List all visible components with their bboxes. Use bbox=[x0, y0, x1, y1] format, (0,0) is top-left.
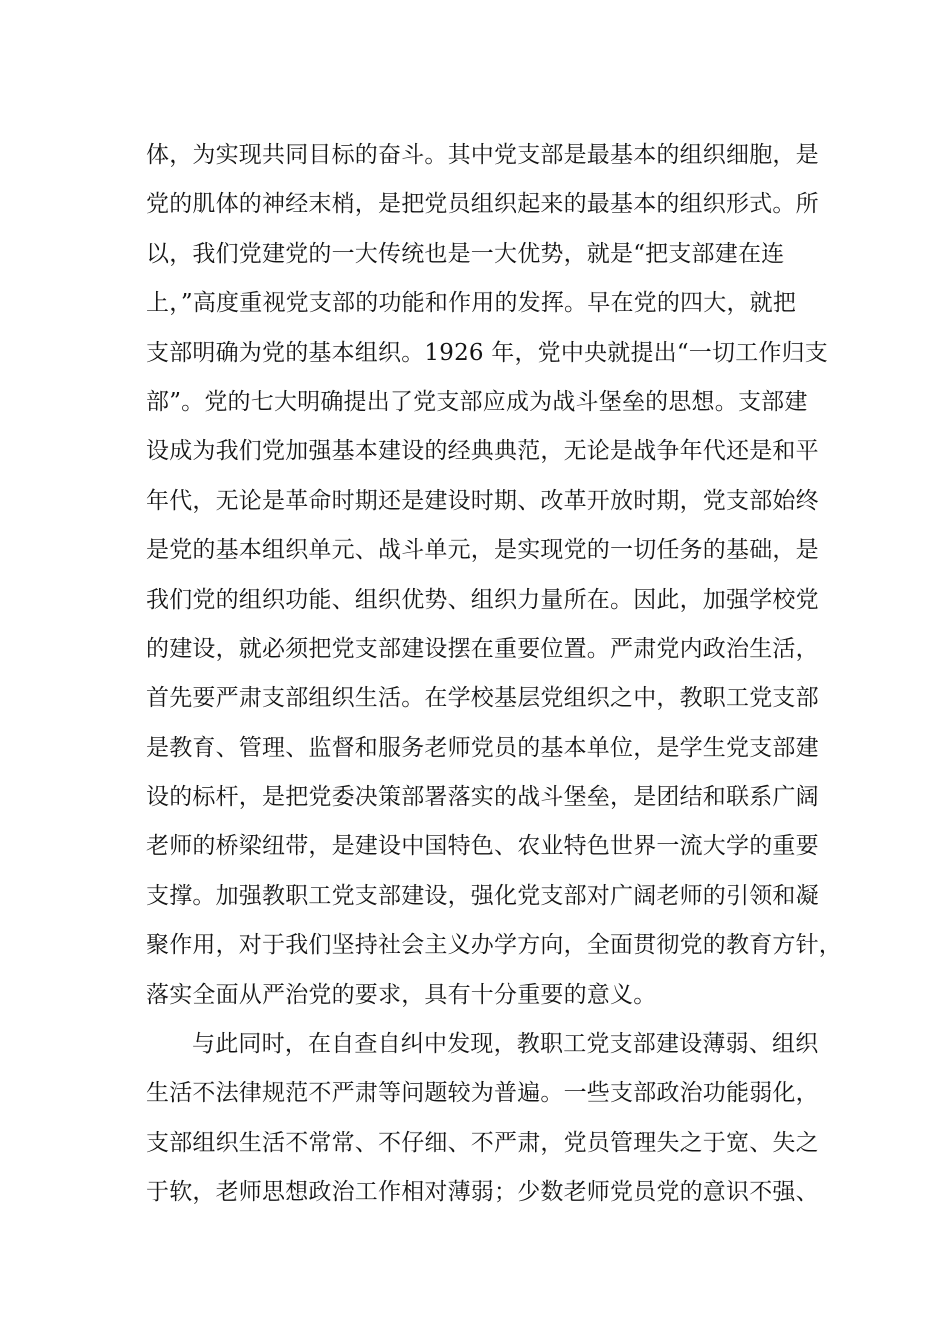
text-line: 是教育、管理、监督和服务老师党员的基本单位，是学生党支部建 bbox=[146, 734, 819, 761]
text-line: 是党的基本组织单元、战斗单元，是实现党的一切任务的基础，是 bbox=[146, 537, 819, 564]
body-text bbox=[146, 131, 842, 1218]
text-line: 支撑。加强教职工党支部建设，强化党支部对广阔老师的引领和凝 bbox=[146, 882, 819, 909]
text-line: 的建设，就必须把党支部建设摆在重要位置。严肃党内政治生活， bbox=[146, 635, 819, 662]
text-line: 落实全面从严治党的要求，具有十分重要的意义。 bbox=[146, 981, 657, 1008]
text-line: 支部明确为党的基本组织。1926 年，党中央就提出“一切工作归支 bbox=[146, 339, 829, 366]
text-line: 设成为我们党加强基本建设的经典典范，无论是战争年代还是和平 bbox=[146, 438, 819, 465]
text-line: 我们党的组织功能、组织优势、组织力量所在。因此，加强学校党 bbox=[146, 586, 819, 613]
text-line: 支部组织生活不常常、不仔细、不严肃，党员管理失之于宽、失之 bbox=[146, 1129, 819, 1156]
text-line: 老师的桥梁纽带，是建设中国特色、农业特色世界一流大学的重要 bbox=[146, 833, 819, 860]
text-line: 部”。党的七大明确提出了党支部应成为战斗堡垒的思想。支部建 bbox=[146, 388, 808, 415]
text-line: 生活不法律规范不严肃等问题较为普遍。一些支部政治功能弱化， bbox=[146, 1080, 819, 1107]
text-line: 上，”高度重视党支部的功能和作用的发挥。早在党的四大，就把 bbox=[146, 290, 797, 317]
text-line: 首先要严肃支部组织生活。在学校基层党组织之中，教职工党支部 bbox=[146, 685, 819, 712]
paragraph-first-line: 与此同时，在自查自纠中发现，教职工党支部建设薄弱、组织 bbox=[192, 1031, 819, 1058]
text-line: 年代，无论是革命时期还是建设时期、改革开放时期，党支部始终 bbox=[146, 487, 819, 514]
text-line: 党的肌体的神经末梢，是把党员组织起来的最基本的组织形式。所 bbox=[146, 191, 819, 218]
text-line: 以，我们党建党的一大传统也是一大优势，就是“把支部建在连 bbox=[146, 240, 785, 267]
text-line: 聚作用，对于我们坚持社会主义办学方向，全面贯彻党的教育方针， bbox=[146, 932, 842, 959]
text-line: 体，为实现共同目标的奋斗。其中党支部是最基本的组织细胞，是 bbox=[146, 142, 819, 168]
text-line: 于软，老师思想政治工作相对薄弱；少数老师党员党的意识不强、 bbox=[146, 1179, 819, 1206]
text-line: 设的标杆，是把党委决策部署落实的战斗堡垒，是团结和联系广阔 bbox=[146, 784, 819, 811]
